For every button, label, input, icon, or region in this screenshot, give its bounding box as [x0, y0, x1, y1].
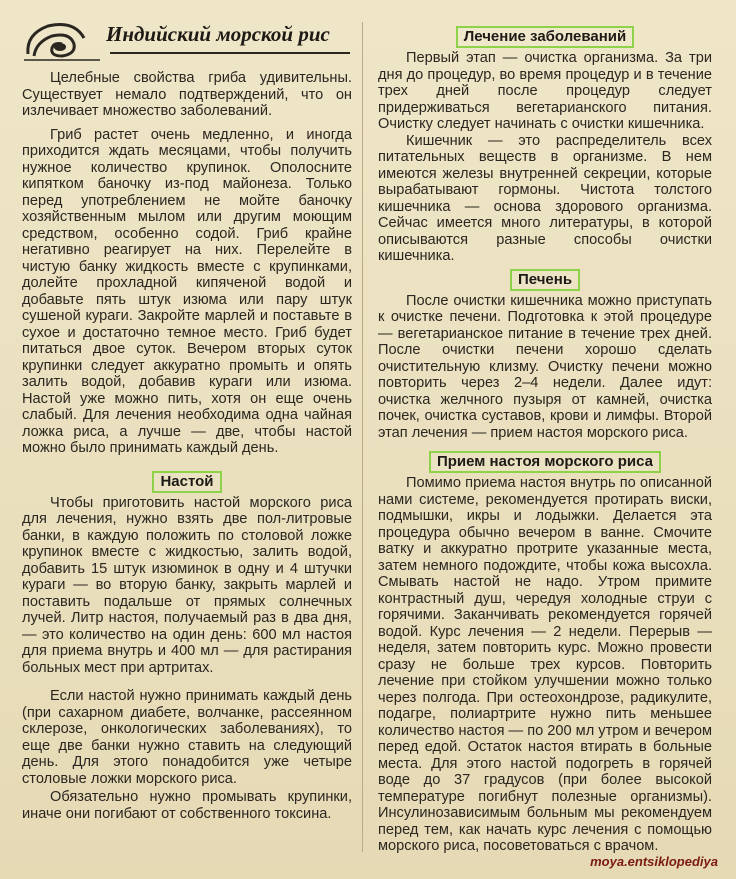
infusion-paragraph-3: Обязательно нужно промывать крупинки, иначе они погибают от собственного токсина.: [22, 789, 352, 822]
right-column: [378, 26, 712, 855]
intake-heading-wrap: [378, 451, 712, 473]
treatment-paragraph-2: Кишечник — это распределитель всех питательных веществ в организме. В нем имеются железы внутренней секреции, которые вырабатывают гормоны. Чистота толстого кишечника — основа здорового организма. Сейчас имеется много литературы, в которой описываются разные способы очистки кишечника.: [378, 132, 712, 264]
treatment-heading-wrap: [378, 26, 712, 48]
spiral-logo-icon: [22, 14, 102, 66]
liver-heading: Печень: [510, 269, 580, 291]
infusion-heading: Настой: [152, 471, 221, 493]
growth-paragraph: Гриб растет очень медленно, и иногда приходится ждать месяцами, чтобы получить нужное количество крупинок. Ополосните кипятком баночку из-под майонеза. Только перед употреблением не мойте баночку хозяйственным мылом или другим моющим средством, особенно содой. Гриб крайне негативно реагирует на них. Перелейте в чистую банку жидкость вместе с крупинками, долейте прохладной кипяченой водой и добавьте пять штук изюма или пару штук сушеной кураги. Закройте марлей и поставьте в сухое и достаточно темное место. Гриб будет питаться двое суток. Вечером вторых суток крупинки следует аккуратно промыть и опять залить водой, добавив кураги или изюма. Настой уже можно пить, хотя он еще очень слабый. Для лечения необходима одна чайная ложка риса, а лучше — две, чтобы настой можно было принимать каждый день.: [22, 126, 352, 456]
site-watermark: moya.entsiklopediya: [590, 854, 718, 869]
article-header: [22, 14, 352, 66]
infusion-paragraph-1: Чтобы приготовить настой морского риса для лечения, нужно взять две пол-литровые банки, в каждую положить по столовой ложке крупинок вместе с жидкостью, залить водой, добавить 15 штук изюминок в одну и 4 штучки кураги — во вторую банку, закрыть марлей и поставить подальше от прямых солнечных лучей. Литр настоя, получаемый раз в два дня, — это количество на один день: 600 мл настоя для приема внутрь и 400 мл — для растирания больных мест при артритах.: [22, 494, 352, 676]
intake-heading: Прием настоя морского риса: [429, 451, 661, 473]
treatment-heading: Лечение заболеваний: [456, 26, 635, 48]
intro-paragraph: Целебные свойства гриба удивительны. Существует немало подтверждений, что он излечивает множество заболеваний.: [22, 70, 352, 119]
infusion-heading-wrap: [22, 471, 352, 493]
column-divider: [362, 22, 363, 852]
title-underline: [110, 52, 350, 54]
treatment-paragraph-1: Первый этап — очистка организма. За три дня до процедур, во время процедур и в течение трех дней после процедур следует придерживаться вегетарианского питания. Очистку следует начинать с очистки кишечника.: [378, 50, 712, 132]
article-title: Индийский морской рис: [106, 22, 330, 46]
liver-paragraph: После очистки кишечника можно приступать к очистке печени. Подготовка к этой процедуре — вегетарианское питание в течение трех дней. После очистки печени хорошо сделать очистительную клизму. Очистку печени можно повторить через 2–4 недели. Далее идут: очистка желчного пузыря от камней, очистка почек, очистка суставов, крови и лимфы. Второй этап лечения — прием настоя морского риса.: [378, 292, 712, 441]
intake-paragraph: Помимо приема настоя внутрь по описанной нами системе, рекомендуется протирать виски, подмышки, икры и лодыжки. Делается эта процедура обычно вечером в ванне. Смочите ватку и аккуратно протрите указанные места, затем немного подождите, чтобы кожа высохла. Смывать настой не надо. Утром примите контрастный душ, чередуя холодные струи с горячими. Заканчивать рекомендуется горячей водой. Курс лечения — 2 недели. Перерыв — неделя, затем повторить курс. Можно провести сразу не больше трех курсов. Повторить лечение при стойком улучшении можно только через полгода. При остеохондрозе, радикулите, подагре, полиартрите нужно пить меньшее количество настоя — по 200 мл утром и вечером перед едой. Остаток настоя втирать в больные места. Для этого настой подогреть в горячей воде до 37 градусов (при более высокой температуре погибнут полезные организмы). Инсулинозависимым больным мы рекомендуем перед тем, как начать курс лечения с помощью морского риса, посоветоваться с врачом.: [378, 475, 712, 854]
liver-heading-wrap: [378, 269, 712, 291]
left-column: [22, 70, 352, 822]
infusion-paragraph-2: Если настой нужно принимать каждый день (при сахарном диабете, волчанке, рассеянном склерозе, онкологических заболеваниях), то еще две банки нужно ставить на следующий день. Для этого понадобится уже четыре столовые ложки морского риса.: [22, 688, 352, 787]
